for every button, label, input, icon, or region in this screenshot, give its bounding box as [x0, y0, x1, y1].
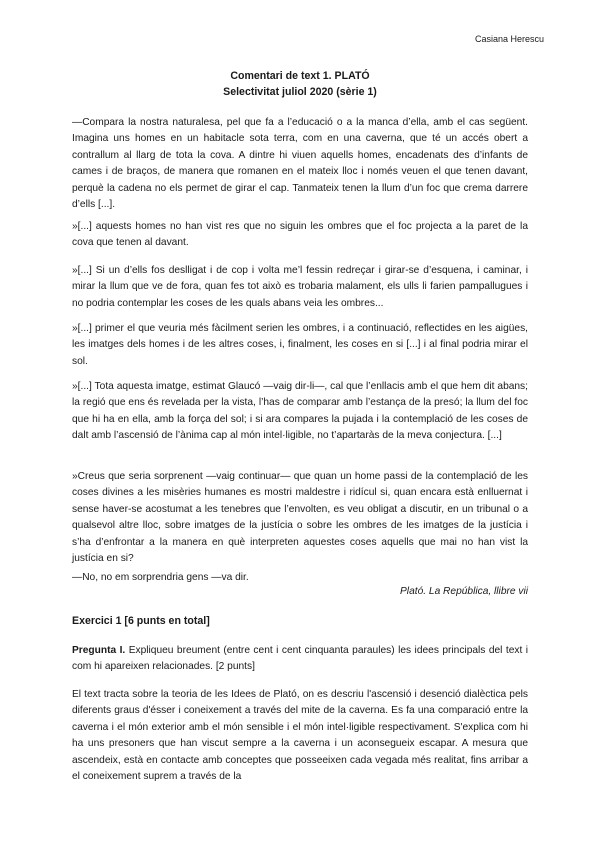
- quote-paragraph-6: »Creus que seria sorprenent —vaig continuar— que quan un home passi de la contemplació de les coses divines a les misèries humanes es mostri maldestre i ridícul si, quan encara està enlluernat i sense haver-se acostumat a les tenebres que l’envolten, es veu obligat a discutir, en un tribunal o a qualsevol altre lloc, sobre imatges de la justícia o sobre les ombres de les imatges de la justícia i s’ha d’enfrontar a la manera en què interpreten aquestes coses aquells que mai no han vist la justícia en si?: [72, 471, 528, 565]
- question-1: [72, 643, 528, 676]
- question-label: Pregunta I.: [72, 645, 126, 656]
- quote-paragraph-7: —No, no em sorprendria gens —va dir.: [72, 572, 249, 583]
- quote-paragraph-1: —Compara la nostra naturalesa, pel que fa a l’educació o a la manca d’ella, amb el cas següent. Imagina uns homes en un habitacle sota terra, com en una caverna, que té un accés obert a contrallum al llarg de tota la cova. A dintre hi viuen aquells homes, encadenats des d’infants de cames i de braços, de manera que romanen en el mateix lloc i només veuen el que tenen davant, perquè la cadena no els permet de girar el cap. Tanmateix tenen la llum d’un foc que crema darrere d’ells [...].: [72, 117, 528, 211]
- quote-paragraph-5: »[...] Tota aquesta imatge, estimat Glaucó —vaig dir-li—, cal que l’enllacis amb el que hem dit abans; la regió que ens és revelada per la vista, l’has de comparar amb l’estança de la presó; la llum del foc que hi ha en ella, amb la força del sol; i si ara compares la pujada i la contemplació de les coses de dalt amb l’ascensió de l’ànima cap al món intel·ligible, no t’apartaràs de la meva conjectura. [...]: [72, 381, 528, 442]
- quote-paragraph-3: »[...] Si un d’ells fos deslligat i de cop i volta me’l fessin redreçar i girar-se d’esquena, i caminar, i mirar la llum que ve de fora, quan fes tot això es trobaria malament, els ulls li farien pampallugues i no podria contemplar les coses de les quals abans veia les ombres...: [72, 265, 528, 309]
- quote-paragraph-4: »[...] primer el que veuria més fàcilment serien les ombres, i a continuació, reflectides en les aigües, les imatges dels homes i de les altres coses, i, finalment, les coses en si [...] i al final podria mirar el sol.: [72, 323, 528, 367]
- document-subtitle: Selectivitat juliol 2020 (sèrie 1): [223, 86, 377, 98]
- answer-paragraph: El text tracta sobre la teoria de les Idees de Plató, on es descriu l'ascensió i desenció dialèctica pels diferents graus d'ésser i coneixement a través del mite de la caverna. Es fa una comparació entre la caverna i el món exterior amb el món sensible i el món intel·ligible respectivament. S'explica com hi ha uns presoners que han viscut sempre a la caverna i un aconsegueix escapar. A mesura que ascendeix, està en contacte amb conceptes que posseeixen cada vegada més realitat, fins arribar a el coneixement suprem a través de la: [72, 689, 528, 783]
- question-text: Expliqueu breument (entre cent i cent cinquanta paraules) les idees principals del text i com hi apareixen relacionades. [2 punts]: [72, 645, 528, 673]
- author-name: Casiana Herescu: [474, 34, 544, 44]
- document-title: Comentari de text 1. PLATÓ: [230, 70, 370, 82]
- document-page: [72, 0, 544, 848]
- exercise-heading: Exercici 1 [6 punts en total]: [72, 615, 210, 627]
- quote-source: Plató. La República, llibre vii: [400, 586, 528, 597]
- quote-paragraph-2: »[...] aquests homes no han vist res que no siguin les ombres que el foc projecta a la paret de la cova que tenen al davant.: [72, 221, 528, 249]
